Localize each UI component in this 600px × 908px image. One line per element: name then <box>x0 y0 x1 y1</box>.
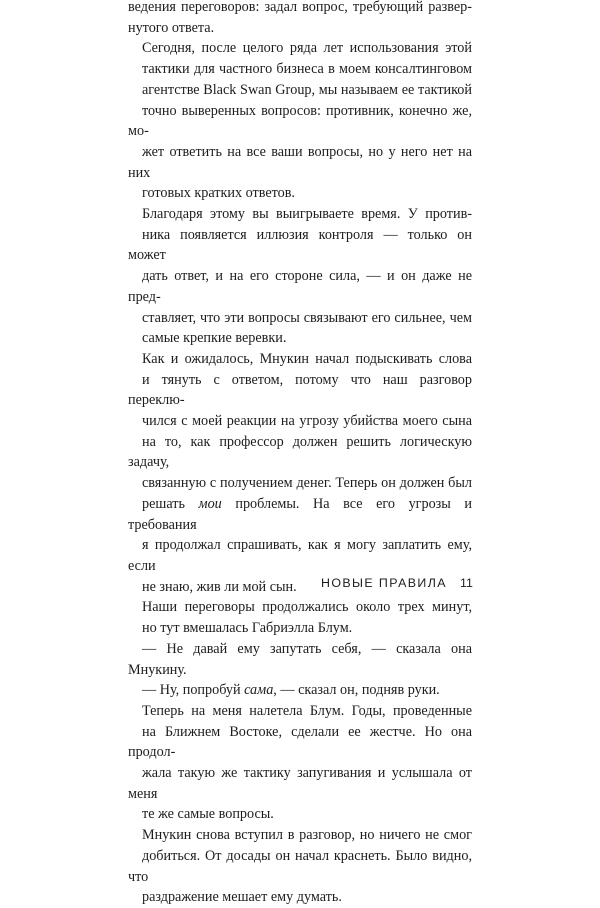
text-line: Мнукин снова вступил в разговор, но ничего не смог <box>142 827 472 844</box>
text-line: тактики для частного бизнеса в моем консалтинговом <box>142 61 472 78</box>
text-line: точно выверенных вопросов: противник, конечно же, мо- <box>128 102 472 140</box>
text-line: связанную с получением денег. Теперь он должен был <box>142 475 472 492</box>
text-line: — Не давай ему запутать себя, — сказала она Мнукину. <box>128 640 472 678</box>
text-line: Как и ожидалось, Мнукин начал подыскивать слова <box>142 350 472 367</box>
emphasis: сама <box>244 682 274 699</box>
text-line: Наши переговоры продолжались около трех минут, <box>142 599 472 616</box>
text-line: Теперь на меня налетела Блум. Годы, проведенные <box>142 702 472 719</box>
text-line: — Ну, попробуй сама, — сказал он, подняв руки. <box>142 682 440 699</box>
text-line: жет ответить на все ваши вопросы, но у него нет на них <box>128 143 472 181</box>
paragraph <box>128 597 472 638</box>
text-line: чился с моей реакции на угрозу убийства моего сына <box>142 413 472 430</box>
text-line: но тут вмешалась Габриэлла Блум. <box>142 620 353 637</box>
text-line: те же самые вопросы. <box>142 806 274 823</box>
text-line: агентстве Black Swan Group, мы называем ее тактикой <box>142 81 472 98</box>
text-line: раздражение мешает ему думать. <box>142 889 342 906</box>
text-line: Сегодня, после целого ряда лет использования этой <box>142 40 472 57</box>
text-line: дать ответ, и на его стороне сила, — и он даже не пред- <box>128 268 472 305</box>
paragraph <box>128 639 472 680</box>
text-line: готовых кратких ответов. <box>142 185 295 202</box>
paragraph <box>128 701 472 825</box>
text-line: я продолжал спрашивать, как я могу заплатить ему, если <box>128 537 472 574</box>
text-line: и тянуть с ответом, потому что наш разговор переклю- <box>128 371 472 409</box>
text-line: на то, как профессор должен решить логическую задачу, <box>128 433 472 471</box>
text-line: жала такую же тактику запугивания и услышала от меня <box>128 765 472 802</box>
page-footer <box>0 576 600 596</box>
paragraph <box>128 204 472 349</box>
text-line: ставляет, что эти вопросы связывают его сильнее, чем <box>142 309 472 326</box>
paragraph <box>128 825 472 908</box>
text-line: Благодаря этому вы выигрываете время. У против- <box>142 206 472 223</box>
paragraph <box>128 38 472 204</box>
text-line: не знаю, жив ли мой сын. <box>142 578 297 595</box>
book-page <box>128 0 472 908</box>
paragraph <box>128 0 472 38</box>
text-line: нутого ответа. <box>128 19 215 36</box>
emphasis: мои <box>198 495 222 512</box>
paragraph <box>128 680 472 701</box>
text-line: решать мои проблемы. На все его угрозы и требования <box>128 495 472 533</box>
text-line: на Ближнем Востоке, сделали ее жестче. Но она продол- <box>128 723 472 761</box>
text-line: ведения переговоров: задал вопрос, требующий развер- <box>128 0 472 15</box>
text-line: добиться. От досады он начал краснеть. Было видно, что <box>128 847 472 885</box>
text-line: самые крепкие веревки. <box>142 330 287 347</box>
text-line: ника появляется иллюзия контроля — только он может <box>128 226 472 264</box>
page-number: 11 <box>460 576 473 590</box>
paragraph <box>128 349 472 597</box>
running-head: НОВЫЕ ПРАВИЛА <box>321 576 447 590</box>
